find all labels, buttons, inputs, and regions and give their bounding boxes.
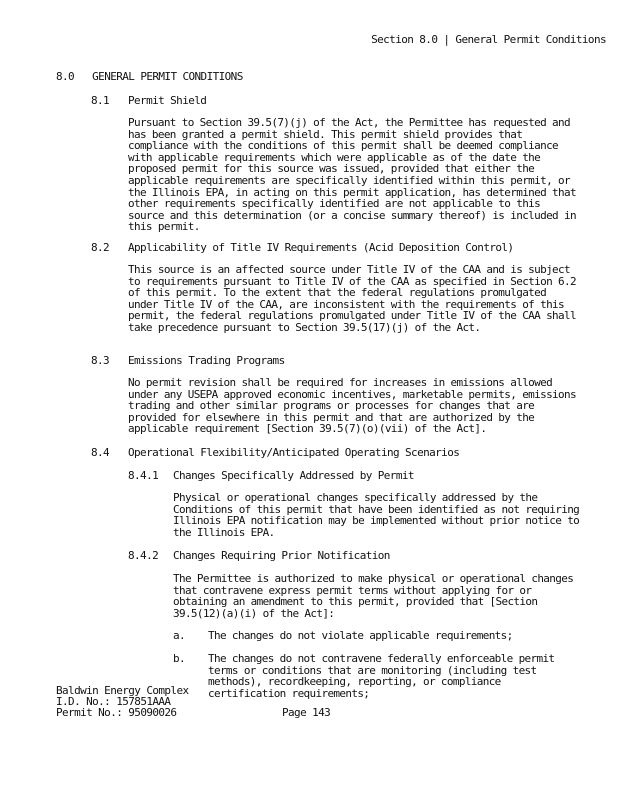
subsection-number: 8.1: [91, 94, 110, 107]
subsection-heading-8-1: [91, 95, 206, 107]
subsection-title: Permit Shield: [128, 94, 207, 107]
subsection-heading-8-4: [91, 447, 459, 459]
footer-facility: Baldwin Energy Complex: [56, 684, 189, 697]
subsection-title: Applicability of Title IV Requirements (Acid Deposition Control): [128, 241, 514, 254]
subsubsection-heading-8-4-1: [128, 470, 414, 482]
subsection-heading-8-3: [91, 355, 285, 367]
subsection-number: 8.4: [91, 446, 110, 459]
list-item-label: a.: [173, 629, 185, 642]
subsubsection-title: Changes Requiring Prior Notification: [173, 549, 390, 562]
paragraph-emissions-trading: No permit revision shall be required for increases in emissions allowed under any USEPA approved economic incentives, marketable permits, emissions trading and other similar programs or processes for changes that are provided for elsewhere in this permit and that are authorized by the applicable requirement [Section 39.5(7)(o)(vii) of the Act].: [128, 376, 576, 436]
subsection-heading-8-2: [91, 242, 513, 254]
paragraph-permit-shield: Pursuant to Section 39.5(7)(j) of the Act, the Permittee has requested and has been granted a permit shield. This permit shield provides that compliance with the conditions of this permit shall be deemed compliance with applicable requirements which were applicable as of the date the proposed permit for this source was issued, provided that either the applicable requirements are specifically identified within this permit, or the Illinois EPA, in acting on this permit application, has determined that other requirements specifically identified are not applicable to this source and this determination (or a concise summary thereof) is included in this permit.: [128, 116, 576, 234]
subsubsection-title: Changes Specifically Addressed by Permit: [173, 469, 414, 482]
subsubsection-number: 8.4.1: [128, 469, 159, 482]
footer-page-number: Page 143: [282, 706, 331, 719]
footer-permit-number: Permit No.: 95090026: [56, 706, 177, 719]
list-item-label: b.: [173, 652, 185, 665]
list-item-text: The changes do not violate applicable requirements;: [208, 629, 513, 642]
paragraph-changes-prior-notification: The Permittee is authorized to make physical or operational changes that contravene express permit terms without applying for or obtaining an amendment to this permit, provided that [Section 39.5(12)(a)(i) of the Act]:: [173, 572, 574, 620]
section-heading: [56, 71, 243, 83]
paragraph-title-iv: This source is an affected source under Title IV of the CAA and is subject to requirements pursuant to Title IV of the CAA as specified in Section 6.2 of this permit. To the extent that the federal regulations promulgated under Title IV of the CAA, are inconsistent with the requirements of this permit, the federal regulations promulgated under Title IV of the CAA shall take precedence pursuant to Section 39.5(17)(j) of the Act.: [128, 263, 576, 334]
subsection-number: 8.2: [91, 241, 110, 254]
footer-id-number: I.D. No.: 157851AAA: [56, 695, 171, 708]
subsection-number: 8.3: [91, 354, 110, 367]
subsection-title: Operational Flexibility/Anticipated Operating Scenarios: [128, 446, 460, 459]
subsubsection-number: 8.4.2: [128, 549, 159, 562]
subsection-title: Emissions Trading Programs: [128, 354, 285, 367]
section-number: 8.0: [56, 70, 75, 83]
paragraph-changes-addressed: Physical or operational changes specifically addressed by the Conditions of this permit that have been identified as not requiring Illinois EPA notification may be implemented without prior notice to the Illinois EPA.: [173, 491, 580, 539]
running-header: Section 8.0 | General Permit Conditions: [371, 33, 606, 46]
subsubsection-heading-8-4-2: [128, 550, 390, 562]
list-item-text: The changes do not contravene federally enforceable permit terms or conditions that are monitoring (including test methods), recordkeeping, reporting, or compliance certification requirements;: [208, 652, 555, 700]
section-title: GENERAL PERMIT CONDITIONS: [92, 70, 243, 83]
